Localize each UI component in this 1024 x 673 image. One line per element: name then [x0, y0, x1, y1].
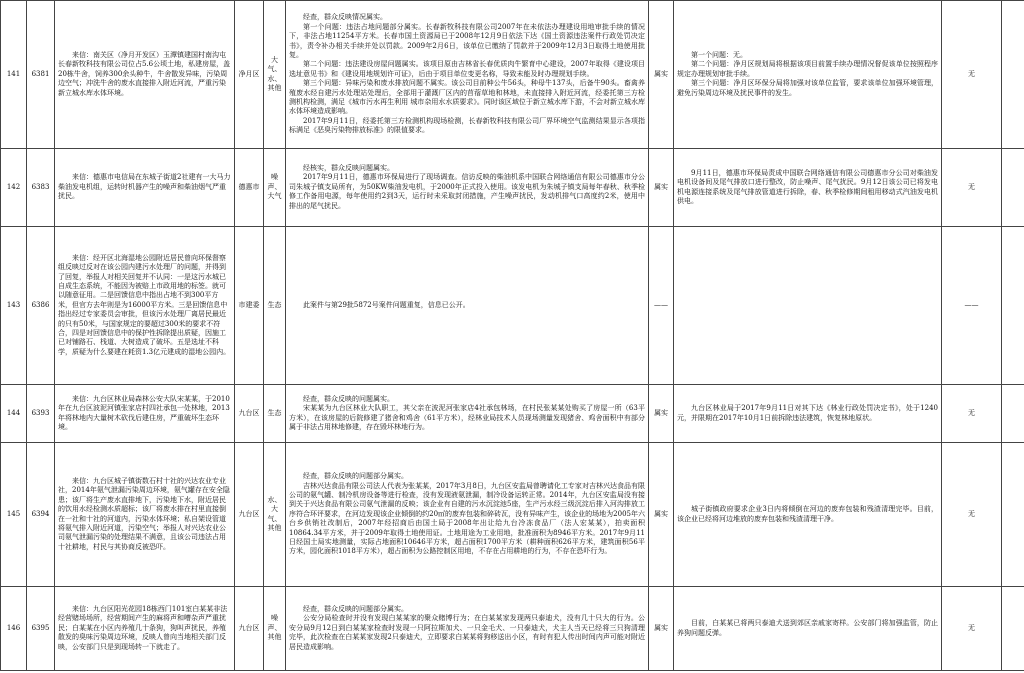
actions-cell [674, 385, 942, 443]
verdict-cell: 属实 [649, 1, 674, 149]
actions-paragraph: 城子街镇政府要求企业3日内将倾倒在河边的废弃包装和残渣清理完毕。目前，该企业已经将河边堆放的废弃包装和残渣清理干净。 [677, 505, 938, 523]
findings-paragraph: 第三个问题：异味污染和废水排放问题不属实。该公司目前种公牛56头，种母牛137头，后备牛90头。畜禽养殖废水经自建污水处理站处理后，全部用于灌溉厂区内的苜蓿草地和林地，未直接排入附近河流，经委托第三方检测机构检测，满足《城市污水再生利用 城市杂用水水质要求》。同时该区域位于新立城水库下游，不会对新立城水库水体环境造成影响。 [289, 79, 645, 116]
findings-cell [286, 149, 649, 227]
complaint-cell: 来信：九台区林业局森林公安大队宋某某，于2010年在九台区波泥河镇张家店村四社承包一处林地，2013年将林地内大量树木砍伐后建住房，严重破坏生态环境。 [55, 385, 235, 443]
table-row [1, 149, 1024, 227]
pollution-type-cell: 生态 [264, 227, 286, 385]
district-cell: 九台区 [235, 587, 264, 671]
accountability-cell: 无 [942, 587, 1002, 671]
seq-cell: 146 [1, 587, 27, 671]
blank-cell [1002, 1, 1024, 149]
table-row [1, 443, 1024, 587]
accountability-cell: 无 [942, 149, 1002, 227]
actions-paragraph: 第一个问题：无。 [691, 50, 747, 59]
findings-paragraph: 吉林兴达食品有限公司法人代表为张某某，2017年3月8日，九台区安监局曾聘请化工专家对吉林兴达食品有限公司的氨气罐、制冷机房设备等进行检查，没有发现液氨泄漏，制冷设备运转正常。2014年，九台区安监局没有接到关于兴达食品有限公司氨气泄漏的反映；该企业有自建的污水沉淀池5座，生产污水经三级沉淀后排入河沟排放工序符合环评要求，在河边发现该企业倾倒的约20㎡的废弃包装和碎砖瓦，没有异味产生，该企业的场地为2005年六台乡供销社改制后，2007年经招商后由国土局于2008年出让给九台冷冻食品厂（法人宏某某），拍卖面积10864.34平方米，并于2009年取得土地使用证。土地用途为工业用地，批准面积为8946平方米。2017年9月11日经国土局实地测量，实际占地面积10646平方米，超占面积1700平方米（耕种面积626平方米，建筑面积56平方米，园化面积1018平方米），超占面积为公路控制区用地，不存在占用耕地的行为，不存在恐吓行为。 [289, 481, 645, 556]
findings-cell [286, 587, 649, 671]
complaint-cell: 来信：经开区北海湿地公园附近居民曾向环保督察组反映过反对在该公园内建污水处理厂的问题，并得到了回复，举报人对相关回复并不认同：一是这污水城已自成生态系统，不能因为被赔上市政用地的标签。就可以随意征用。二是回馈信息中指出占地不到300平方米，但官方去年则是为16000平方米。三是回馈信息中指出经过专家委员会审批，但该污水处理厂离居民最近的只有50米，与国家规定的要超过300米的要求不符合，四是对回馈信息中的保护性拆除提出质疑，因施工已对铺路石、栈道、大树造成了破坏。五是选址不科学，质疑为什么要建在耗资1.3亿元建成的湿地公园内。 [55, 227, 235, 385]
case-number-cell: 6395 [27, 587, 55, 671]
accountability-cell: 无 [942, 1, 1002, 149]
seq-cell: 145 [1, 443, 27, 587]
case-number-cell: 6393 [27, 385, 55, 443]
seq-cell: 144 [1, 385, 27, 443]
verdict-cell: —— [649, 227, 674, 385]
case-number-cell: 6394 [27, 443, 55, 587]
complaint-cell: 来信：南关区（净月开发区）玉潭镇建国村南沟屯长春新牧科技有限公司位占5.6公顷土地，私建房屋，盖20栋牛舍，饲养300余头种牛，牛舍散发异味，污染周边空气；冲洗牛舍的废水直接排入附近河流，严重污染新立城水库水体环境。 [55, 1, 235, 149]
district-cell: 净月区 [235, 1, 264, 149]
district-cell: 九台区 [235, 443, 264, 587]
table-row [1, 1, 1024, 149]
findings-cell [286, 385, 649, 443]
seq-cell: 143 [1, 227, 27, 385]
district-cell: 市建委 [235, 227, 264, 385]
complaint-cell: 来信：九台区阳光花园18栋西门101室白某某非法经营赌场场所，经营期间产生的麻将声和嘈杂声严重扰民；白某某在小区内养殖几十条狗，狗叫声扰民，养殖散发的臭味污染周边环境，反映人曾向当地相关部门反映，公安部门只是到现场转一下就走了。 [55, 587, 235, 671]
actions-cell [674, 227, 942, 385]
seq-cell: 142 [1, 149, 27, 227]
findings-paragraph: 经查，群众反映的问题部分属实。 [303, 604, 408, 613]
verdict-cell: 属实 [649, 385, 674, 443]
findings-paragraph: 宋某某为九台区林业大队职工，其父亲在波泥河张家店4社承包林场，在村民张某某处购买了房屋一所（63平方米），在该房屋的后院修建了猪舍和鸡舍（61平方米），经林业局技术人员现场测量发现猪舍、鸡舍面积中有部分属于非法占用林地修建，存在毁坏林地行为。 [289, 404, 645, 431]
seq-cell: 141 [1, 1, 27, 149]
findings-paragraph: 第一个问题：违法占地问题部分属实。长春新牧科技有限公司2007年在未依法办理建设用地审批手续的情况下，非法占地11254平方米。长春市国土资源局已于2008年12月9日依法下达《国土资源违法案件行政处罚决定书》，责令补办相关手续并处以罚款。2009年2月6日，该单位已缴纳了罚款并于2009年12月3日取得土地使用批复。 [289, 22, 645, 59]
accountability-cell: 无 [942, 385, 1002, 443]
findings-paragraph: 第二个问题：违法建设房屋问题属实。该项目原由吉林省长春优质肉牛繁育中心建设，2007年取得《建设项目选址意见书》和《建设用地规划许可证》，后由于项目单位变更名称，导致未能及时办理规划手续。 [289, 60, 645, 78]
complaint-cell: 来信：九台区城子镇街数石村十社的兴达农业专业社，2014年氨气泄漏污染周边环境，氨气罐存在安全隐患；该厂将生产废水直排地下，污染地下水，附近居民的饮用水经检测水质超标；该厂将废水排在村里直接倒在一社和十社的河道内，污染水体环境；私自架设管道将氨气排入附近河道，污染空气；举报人对兴达农业公司氨气泄漏污染的处理结果不满意，且该公司违法占用十社耕地，村民与其协商反被恐吓。 [55, 443, 235, 587]
findings-paragraph: 经核实，群众反映问题属实。 [303, 163, 394, 172]
blank-cell [1002, 385, 1024, 443]
blank-cell [1002, 149, 1024, 227]
actions-cell [674, 443, 942, 587]
accountability-cell: 无 [942, 443, 1002, 587]
findings-paragraph: 经查，群众反映情况属实。 [303, 13, 387, 22]
pollution-type-cell: 水、大气、其他 [264, 443, 286, 587]
pollution-type-cell: 噪声、其他 [264, 587, 286, 671]
actions-paragraph: 第三个问题：净月区环保分局将加强对该单位监管，要求该单位加强环境管理，避免污染周边环境及扰民事件的发生。 [677, 79, 938, 97]
table-row [1, 587, 1024, 671]
complaint-cell: 来信：德惠市电信局在东城子街道2社建有一大马力柴油发电机组，运转时机器产生的噪声和柴油烟气严重扰民。 [55, 149, 235, 227]
case-number-cell: 6381 [27, 1, 55, 149]
findings-cell [286, 227, 649, 385]
actions-paragraph: 9月11日，德惠市环保局责成中国联合网络通信有限公司德惠市分公司对柴油发电机设备间及尾气排放口进行整改，防止噪声、尾气扰民。9月12日该公司已将发电机电源连接系统及尾气排放管道进行拆除，春、秋季检修期间租用移动式汽油发电机供电。 [677, 168, 938, 205]
actions-paragraph: 九台区林业局于2017年9月11日对其下达《林业行政处罚决定书》，处于1240元，并限期在2017年10月1日前拆除违法建筑，恢复林地原状。 [677, 404, 938, 422]
findings-paragraph: 经查，群众反映的问题属实。 [303, 394, 394, 403]
blank-cell [1002, 443, 1024, 587]
pollution-type-cell: 大气、水、其他 [264, 1, 286, 149]
findings-cell [286, 1, 649, 149]
blank-cell [1002, 587, 1024, 671]
actions-cell [674, 1, 942, 149]
verdict-cell: 属实 [649, 149, 674, 227]
pollution-type-cell: 生态 [264, 385, 286, 443]
findings-paragraph: 公安分局检查时并没有发现白某某家的聚众赌博行为；在白某某家发现两只泰迪犬，没有几十只大的行为。公安分局9月12日到白某某家检查时发现一只阿拉斯加犬、一只金毛犬、一只泰迪犬，犬主人当天已经将三只狗清理完毕，此次检查在白某某家发现2只泰迪犬，立即要求白某某将狗移送出小区，有时有犯人传出时间内声可能对附近居民造成影响。 [289, 614, 645, 651]
findings-paragraph: 此案件与第29批5872号案件问题重复，信息已公开。 [303, 300, 470, 309]
district-cell: 九台区 [235, 385, 264, 443]
accountability-cell: —— [942, 227, 1002, 385]
verdict-cell: 属实 [649, 587, 674, 671]
district-cell: 德惠市 [235, 149, 264, 227]
case-number-cell: 6383 [27, 149, 55, 227]
actions-cell [674, 149, 942, 227]
actions-paragraph: 第二个问题：净月区规划局将根据该项目前置手续办理情况督促该单位按照程序规定办理规划审批手续。 [677, 60, 938, 78]
blank-cell [1002, 227, 1024, 385]
table-row [1, 385, 1024, 443]
table-row [1, 227, 1024, 385]
findings-paragraph: 2017年9月11日，德惠市环保局进行了现场调查。信访反映的柴油机系中国联合网络通信有限公司德惠市分公司朱城子镇支局所有，为50KW柴油发电机，于2000年正式投入使用。该发电机为朱城子镇支局每年春秋、秋季检修工作备用电源，每年使用约2到3天，运行时未采取封闭措施，产生噪声扰民，发动机排气口高度约2米，使用中排出的尾气扰民。 [289, 173, 645, 210]
verdict-cell: 属实 [649, 443, 674, 587]
findings-cell [286, 443, 649, 587]
actions-paragraph: 目前，白某某已将两只泰迪犬送到郊区亲戚家寄样。公安部门将加强监管，防止养狗问题反弹。 [677, 619, 938, 637]
pollution-type-cell: 噪声、大气 [264, 149, 286, 227]
actions-cell [674, 587, 942, 671]
findings-paragraph: 经查，群众反映的问题部分属实。 [303, 472, 408, 481]
findings-paragraph: 2017年9月11日，经委托第三方检测机构现场检测，长春新牧科技有限公司厂界环境空气监测结果显示各项指标满足《恶臭污染物排放标准》的限值要求。 [289, 116, 645, 135]
case-number-cell: 6386 [27, 227, 55, 385]
